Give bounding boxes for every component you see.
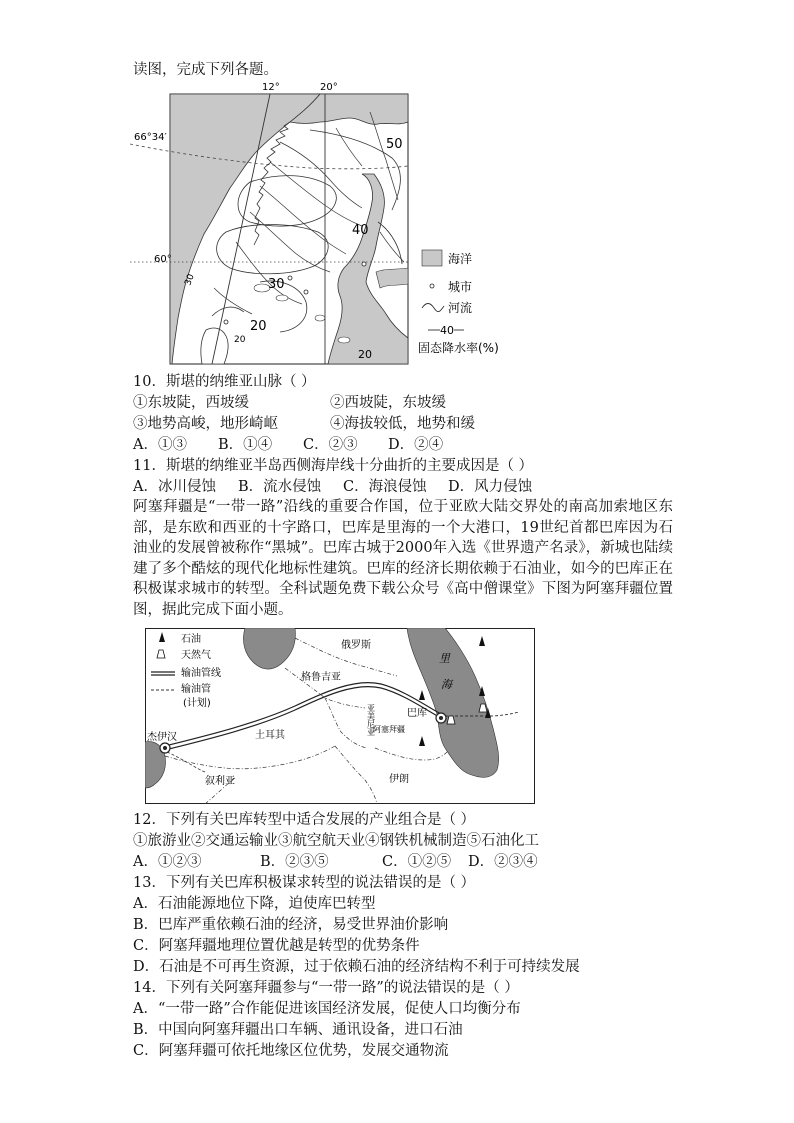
q10-choice-a[interactable]: A．①③	[133, 437, 187, 453]
legend-ocean-label: 海洋	[448, 252, 473, 266]
label-armenia: 亚美尼亚	[366, 704, 376, 736]
q11-choice-b[interactable]: B．流水侵蚀	[238, 479, 322, 495]
legend-planned-sub: (计划)	[183, 698, 211, 709]
legend-river-label: 河流	[448, 301, 473, 315]
legend-isoline-caption: 固态降水率(%)	[418, 341, 499, 355]
label-iran: 伊朗	[389, 774, 409, 785]
legend-gas-label: 天然气	[181, 650, 211, 661]
scandinavia-map	[130, 82, 510, 366]
lat-label-60: 60°	[154, 254, 172, 265]
q13-choice-a[interactable]: A．石油能源地位下降，迫使库巴转型	[133, 896, 376, 912]
legend-city-symbol	[430, 284, 434, 288]
land-denmark	[201, 328, 228, 364]
q14-choice-b[interactable]: B．中国向阿塞拜疆出口车辆、通讯设备，进口石油	[133, 1022, 463, 1038]
q13-choice-d[interactable]: D．石油是不可再生资源，过于依赖石油的经济结构不利于可持续发展	[133, 959, 580, 975]
q12-choice-a[interactable]: A．①②③	[133, 854, 202, 870]
q11-choice-c[interactable]: C．海浪侵蚀	[343, 479, 427, 495]
azerbaijan-map	[145, 628, 535, 804]
isoline-label-30: 30	[268, 277, 285, 292]
legend-isoline-sample: 40	[440, 324, 454, 337]
q12-choice-d[interactable]: D．②③④	[468, 854, 538, 870]
q10-item-4: ④海拔较低，地势和缓	[330, 416, 475, 432]
q10-item-3: ③地势高峻，地形崎岖	[133, 416, 278, 432]
q10-item-1: ①东坡陡，西坡缓	[133, 395, 249, 411]
q11-choice-d[interactable]: D．风力侵蚀	[448, 479, 533, 495]
label-georgia: 格鲁吉亚	[301, 672, 341, 683]
passage-text: 阿塞拜疆是“一带一路”沿线的重要合作国，位于亚欧大陆交界处的南高加索地区东部，是东欧和西亚的十字路口，巴库是里海的一个大港口，19世纪首都巴库因为石油业的发展曾被称作“黑城”。巴库古城于2000年入选《世界遗产名录》，新城也陆续建了多个酷炫的现代化地标性建筑。巴库的经济长期依赖于石油业，如今的巴库正在积极谋求城市的转型。全科试题免费下载公众号《高中僧课堂》下图为阿塞拜疆位置图，据此完成下面小题。	[133, 499, 673, 618]
isoline-label-30b: 30	[183, 272, 197, 288]
isoline-label-40: 40	[352, 223, 369, 238]
q10-item-2: ②西坡陡，东坡缓	[330, 395, 446, 411]
label-russia: 俄罗斯	[341, 640, 371, 651]
isoline-label-20b: 20	[234, 335, 246, 345]
q13-stem: 13．下列有关巴库积极谋求转型的说法错误的是（ ）	[133, 875, 476, 891]
label-syria: 叙利亚	[205, 776, 235, 787]
q10-choice-d[interactable]: D．②④	[388, 437, 444, 453]
q13-choice-b[interactable]: B．巴库严重依赖石油的经济，易受世界油价影响	[133, 917, 449, 933]
q13-choice-c[interactable]: C．阿塞拜疆地理位置优越是转型的优势条件	[133, 938, 420, 954]
legend-city-label: 城市	[448, 280, 473, 294]
lon-label-12: 12°	[262, 82, 280, 93]
q10-choice-c[interactable]: C．②③	[303, 437, 358, 453]
label-caspian-2: 海	[441, 678, 452, 691]
lon-label-20: 20°	[320, 82, 338, 93]
q11-stem: 11．斯堪的纳维亚半岛西侧海岸线十分曲折的主要成因是（ ）	[133, 458, 534, 474]
q12-items: ①旅游业②交通运输业③航空航天业④钢铁机械制造⑤石油化工	[133, 833, 539, 849]
q14-choice-a[interactable]: A．“一带一路”合作能促进该国经济发展，促使人口均衡分布	[133, 1001, 521, 1017]
q10-stem: 10．斯堪的纳维亚山脉（ ）	[133, 374, 316, 390]
q12-choice-b[interactable]: B．②③⑤	[260, 854, 329, 870]
legend-oil-label: 石油	[181, 634, 201, 645]
legend-pipeline-label: 输油管线	[181, 668, 221, 679]
q12-stem: 12．下列有关巴库转型中适合发展的产业组合是（ ）	[133, 812, 476, 828]
q12-choice-c[interactable]: C．①②⑤	[382, 854, 452, 870]
lat-label-arctic: 66°34′	[134, 132, 167, 143]
label-baku: 巴库	[407, 708, 427, 719]
legend-river-symbol	[422, 304, 444, 312]
q11-choice-a[interactable]: A．冰川侵蚀	[133, 479, 216, 495]
legend-planned-label: 输油管	[181, 684, 211, 695]
isoline-label-20: 20	[250, 319, 267, 334]
intro-text: 读图，完成下列各题。	[133, 62, 278, 78]
label-caspian-1: 里	[439, 652, 450, 665]
label-ceyhan: 杰伊汉	[147, 732, 177, 743]
q10-choice-b[interactable]: B．①④	[218, 437, 273, 453]
legend-ocean-swatch	[422, 250, 442, 266]
label-turkey: 土耳其	[255, 730, 285, 741]
q14-choice-c[interactable]: C．阿塞拜疆可依托地缘区位优势，发展交通物流	[133, 1043, 449, 1059]
isoline-label-50: 50	[386, 137, 403, 152]
label-azerbaijan: 阿塞拜疆	[373, 725, 405, 734]
q14-stem: 14．下列有关阿塞拜疆参与“一带一路”的说法错误的是（ ）	[133, 980, 519, 996]
isoline-label-20c: 20	[358, 348, 372, 361]
